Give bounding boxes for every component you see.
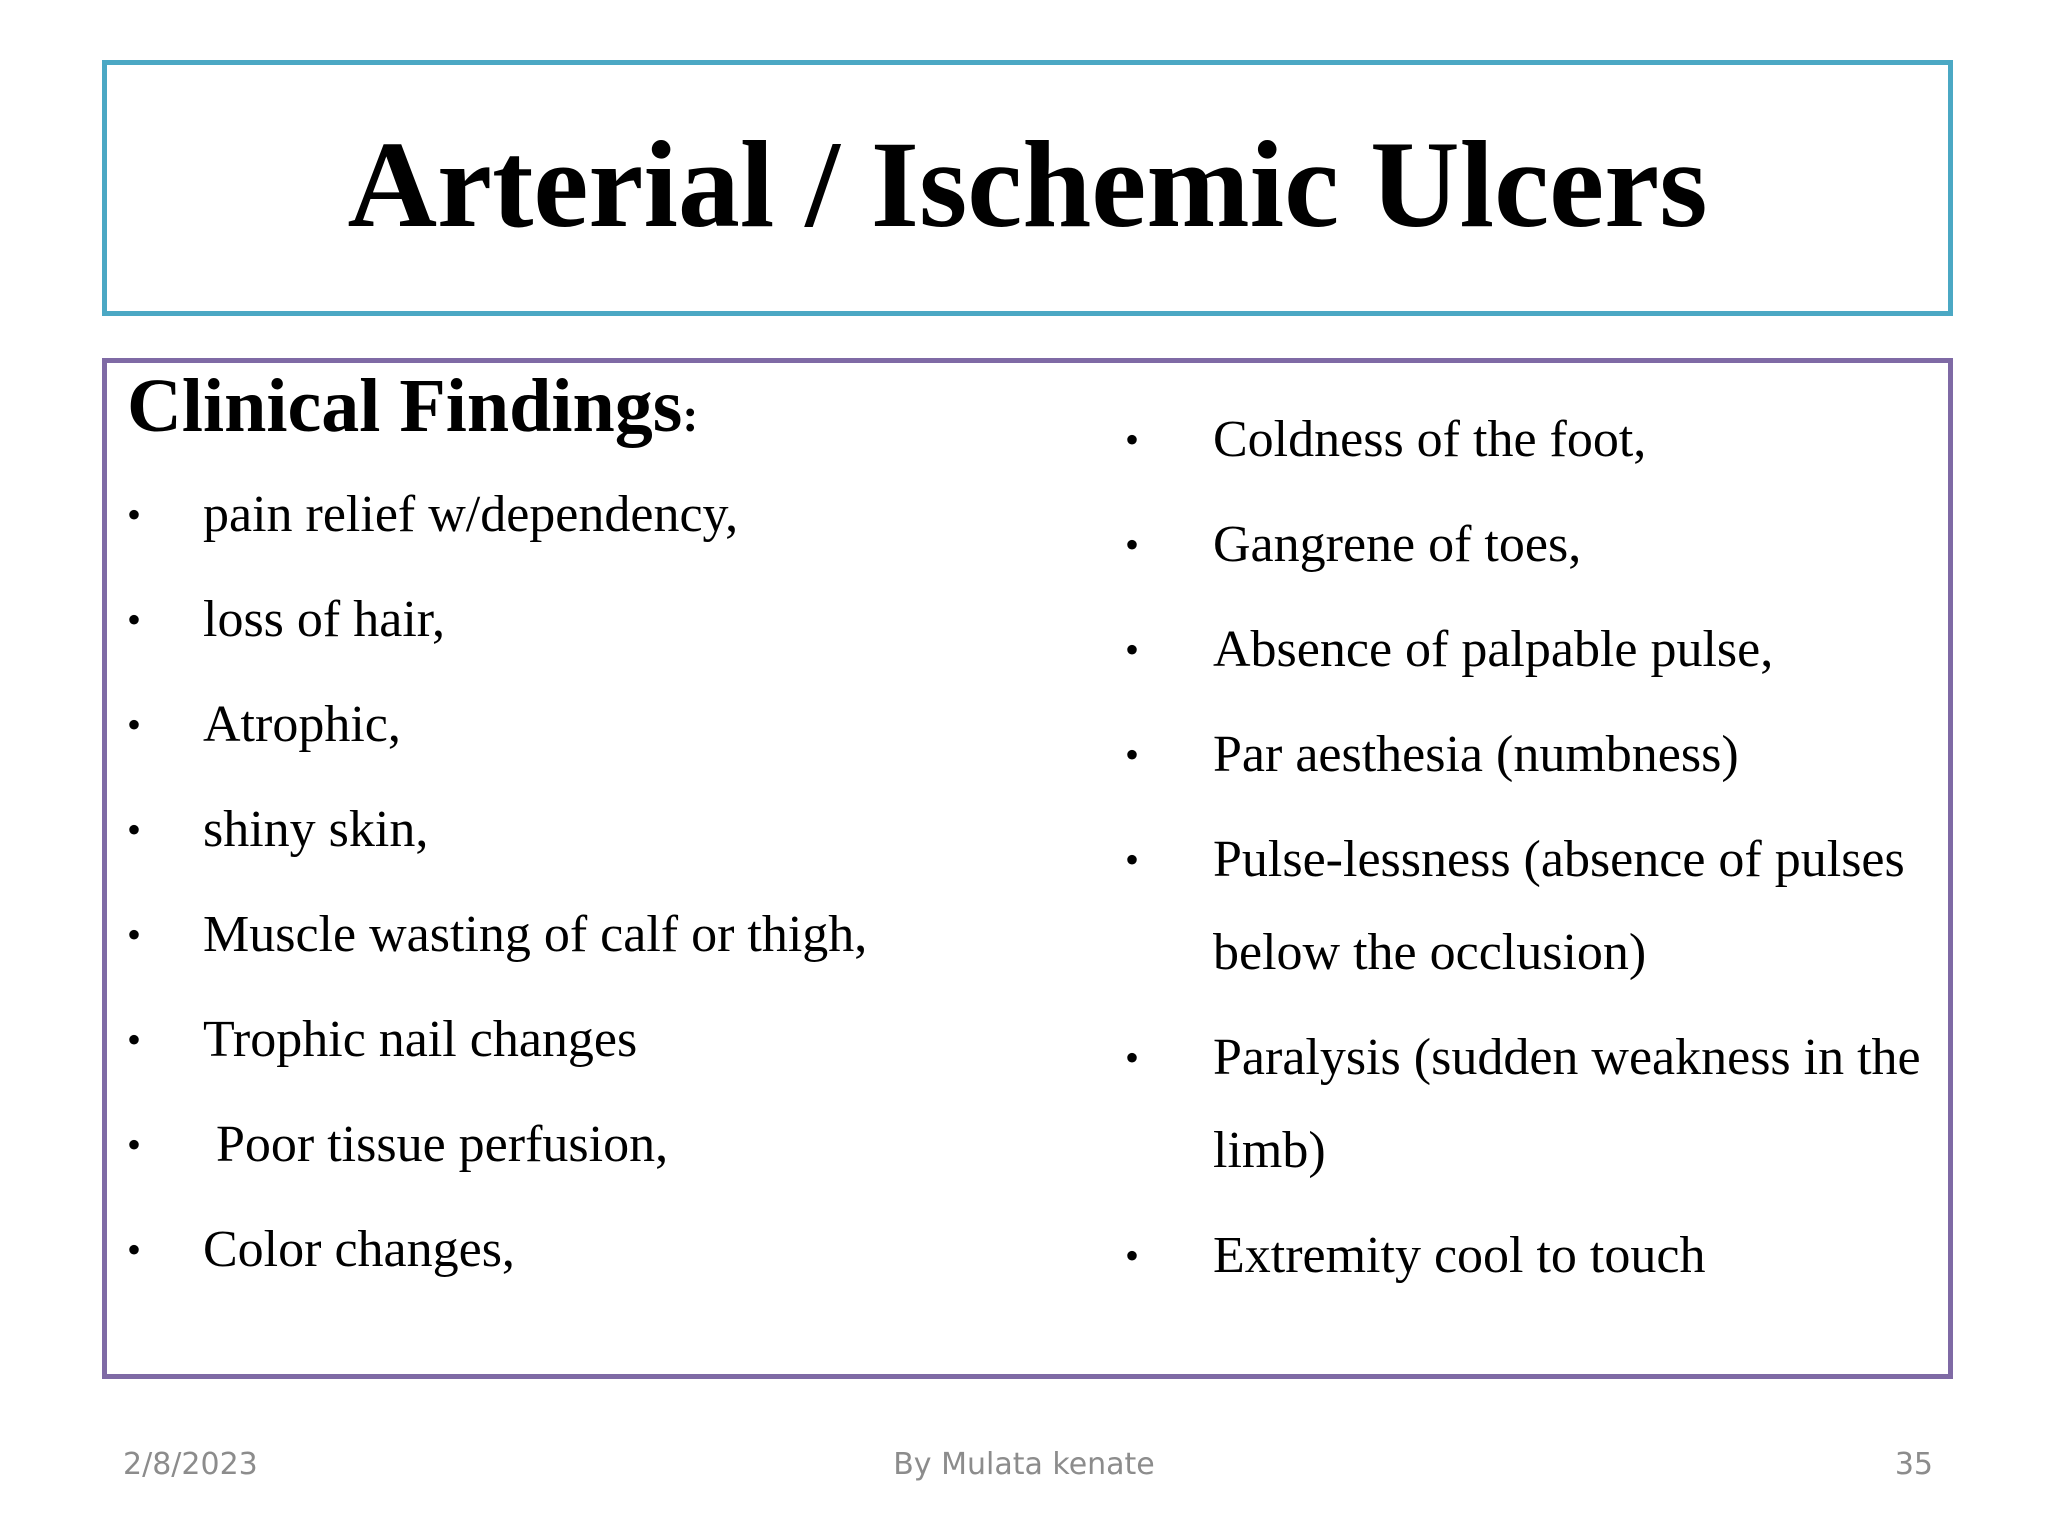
list-item-text: Paralysis (sudden weakness in the limb) [1213,1029,1921,1179]
list-item-text: Color changes, [203,1221,515,1278]
bullet-icon: • [1125,627,1140,672]
list-item [107,783,1107,888]
bullet-icon: • [127,1122,142,1167]
slide-title: Arterial / Ischemic Ulcers [347,116,1708,253]
list-item [107,993,1107,1098]
list-item-text: Extremity cool to touch [1213,1227,1706,1284]
section-heading [127,363,698,450]
list-item-text: Absence of palpable pulse, [1213,621,1774,678]
list-item [1117,1011,1947,1197]
findings-list-right [1117,393,1947,1314]
list-item [107,1203,1107,1308]
list-item-text: Gangrene of toes, [1213,516,1582,573]
list-item [1117,603,1947,696]
footer-page-number: 35 [1894,1447,1933,1482]
list-item [107,573,1107,678]
bullet-icon: • [127,702,142,747]
bullet-icon: • [1125,1035,1140,1080]
list-item [1117,498,1947,591]
bullet-icon: • [127,1227,142,1272]
list-item [107,468,1107,573]
list-item [1117,393,1947,486]
bullet-icon: • [127,597,142,642]
list-item-text: Muscle wasting of calf or thigh, [203,906,868,963]
footer-date: 2/8/2023 [123,1447,258,1482]
bullet-icon: • [127,912,142,957]
list-item-text: Trophic nail changes [203,1011,638,1068]
list-item [1117,813,1947,999]
section-heading-colon: : [682,389,699,442]
bullet-icon: • [127,807,142,852]
bullet-icon: • [1125,732,1140,777]
bullet-icon: • [1125,417,1140,462]
list-item-text: Coldness of the foot, [1213,411,1647,468]
bullet-icon: • [127,1017,142,1062]
section-heading-text: Clinical Findings [127,364,683,448]
list-item-text: pain relief w/dependency, [203,486,739,543]
bullet-icon: • [127,492,142,537]
list-item-text: loss of hair, [203,591,445,648]
list-item [1117,1209,1947,1302]
list-item-text: Atrophic, [203,696,401,753]
list-item-text: Poor tissue perfusion, [203,1116,669,1173]
list-item [107,1098,1107,1203]
content-box [102,358,1953,1379]
list-item-text: Par aesthesia (numbness) [1213,726,1739,783]
footer-author: By Mulata kenate [893,1447,1155,1482]
list-item [107,678,1107,783]
title-box [102,60,1953,316]
list-item [107,888,1107,993]
list-item-text: shiny skin, [203,801,429,858]
findings-list-left [107,468,1107,1308]
bullet-icon: • [1125,837,1140,882]
list-item-text: Pulse-lessness (absence of pulses below the occlusion) [1213,831,1905,981]
list-item [1117,708,1947,801]
bullet-icon: • [1125,1233,1140,1278]
bullet-icon: • [1125,522,1140,567]
